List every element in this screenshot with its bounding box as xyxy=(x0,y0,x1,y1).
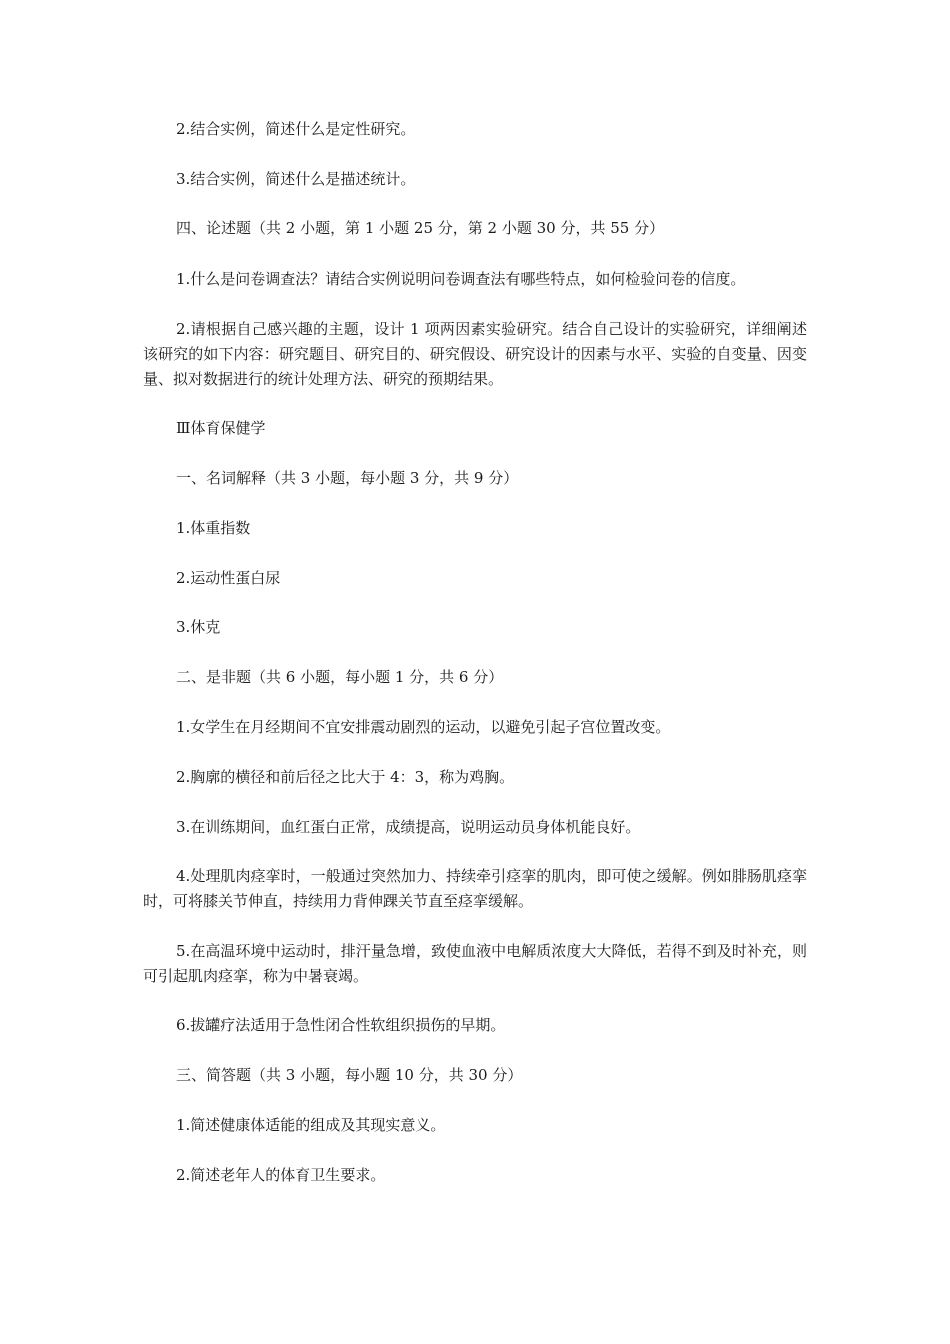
term-body-mass-index: 1.体重指数 xyxy=(176,519,251,537)
statement-heat-exhaustion: 5.在高温环境中运动时，排汗量急增，致使血液中电解质浓度大大降低，若得不到及时补充，则可引起肌肉痉挛，称为中暑衰竭。 xyxy=(143,942,807,985)
question-descriptive-statistics: 3.结合实例，简述什么是描述统计。 xyxy=(176,170,416,188)
statement-muscle-cramp: 4.处理肌肉痉挛时，一般通过突然加力、持续牵引痉挛的肌肉，即可使之缓解。例如腓肠肌痉挛时，可将膝关节伸直，持续用力背伸踝关节直至痉挛缓解。 xyxy=(143,867,807,910)
statement-hemoglobin: 3.在训练期间，血红蛋白正常，成绩提高，说明运动员身体机能良好。 xyxy=(176,818,641,836)
question-questionnaire-survey: 1.什么是问卷调查法？请结合实例说明问卷调查法有哪些特点，如何检验问卷的信度。 xyxy=(176,270,746,288)
statement-cupping-therapy: 6.拔罐疗法适用于急性闭合性软组织损伤的早期。 xyxy=(176,1016,506,1034)
section-heading-essay: 四、论述题（共 2 小题，第 1 小题 25 分，第 2 小题 30 分，共 55 分） xyxy=(176,219,665,237)
statement-menstruation-exercise: 1.女学生在月经期间不宜安排震动剧烈的运动，以避免引起子宫位置改变。 xyxy=(176,718,671,736)
question-elderly-hygiene: 2.简述老年人的体育卫生要求。 xyxy=(176,1166,386,1184)
part-heading-sports-health: Ⅲ体育保健学 xyxy=(176,419,266,437)
term-shock: 3.休克 xyxy=(176,618,221,636)
section-heading-true-false: 二、是非题（共 6 小题，每小题 1 分，共 6 分） xyxy=(176,668,504,686)
question-health-fitness: 1.简述健康体适能的组成及其现实意义。 xyxy=(176,1116,446,1134)
section-heading-term-definitions: 一、名词解释（共 3 小题，每小题 3 分，共 9 分） xyxy=(176,469,519,487)
section-heading-short-answer: 三、简答题（共 3 小题，每小题 10 分，共 30 分） xyxy=(176,1066,523,1084)
question-two-factor-experiment: 2.请根据自己感兴趣的主题，设计 1 项两因素实验研究。结合自己设计的实验研究，详细阐述该研究的如下内容：研究题目、研究目的、研究假设、研究设计的因素与水平、实验的自变量、因变量、拟对数据进行的统计处理方法、研究的预期结果。 xyxy=(143,320,807,388)
term-exercise-proteinuria: 2.运动性蛋白尿 xyxy=(176,569,281,587)
question-qualitative-research: 2.结合实例，简述什么是定性研究。 xyxy=(176,120,416,138)
statement-pigeon-chest: 2.胸廓的横径和前后径之比大于 4：3，称为鸡胸。 xyxy=(176,768,515,786)
